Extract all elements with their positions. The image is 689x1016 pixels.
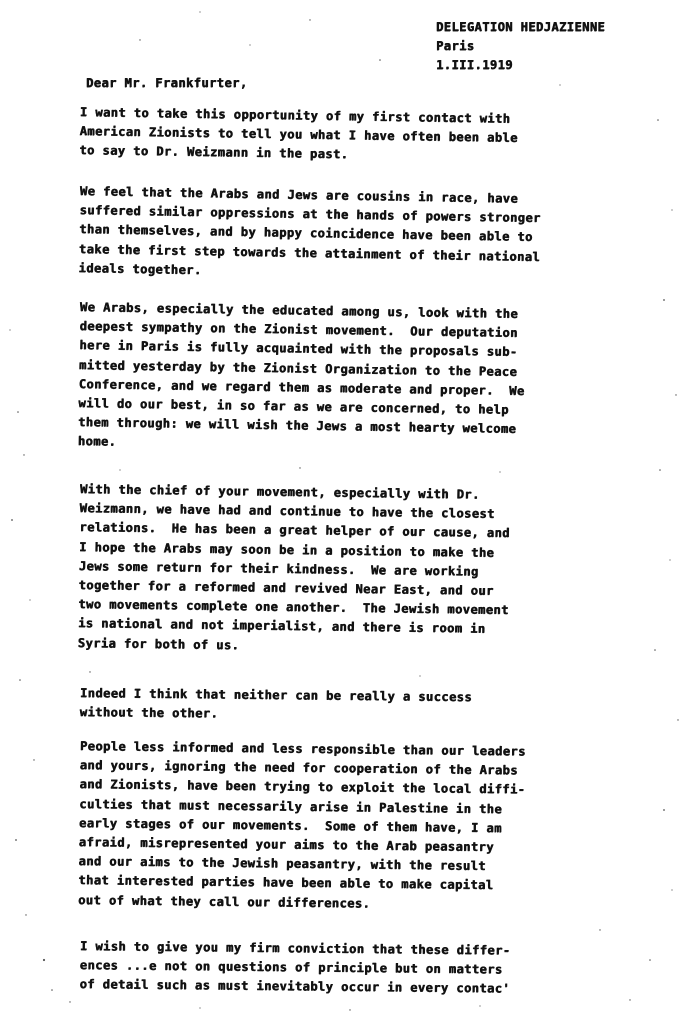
paragraph-sympathy bbox=[78, 298, 670, 461]
text-line: and yours, ignoring the need for cooperation of the Arabs bbox=[79, 758, 518, 778]
text-line: We feel that the Arabs and Jews are cousins in race, have bbox=[79, 183, 519, 206]
delegation-name: DELEGATION HEDJAZIENNE bbox=[436, 20, 606, 34]
text-line: without the other. bbox=[79, 705, 219, 721]
text-line: relations. He has been a great helper of our cause, and bbox=[79, 520, 510, 541]
paragraph-differences bbox=[78, 737, 670, 917]
text-line: People less informed and less responsible than our leaders bbox=[79, 738, 526, 759]
text-line: Conference, and we regard them as moderate and proper. We bbox=[78, 376, 525, 398]
paragraph-success bbox=[80, 684, 670, 729]
text-line: of detail such as must inevitably occur in every contac' bbox=[79, 977, 511, 996]
letterhead bbox=[436, 18, 605, 75]
text-line: I hope the Arabs may soon be in a position to make the bbox=[78, 539, 495, 560]
text-line: two movements complete one another. The Jewish movement bbox=[78, 597, 509, 618]
text-line: I want to take this opportunity of my first contact with bbox=[79, 104, 511, 126]
letter-date: 1.III.1919 bbox=[436, 58, 513, 72]
text-line: is national and not imperialist, and there is room in bbox=[77, 616, 486, 637]
text-line: deepest sympathy on the Zionist movement. Our deputation bbox=[79, 319, 518, 341]
text-line: ideals together. bbox=[78, 260, 202, 277]
text-line: ences ...e not on questions of principle but on matters bbox=[79, 958, 503, 977]
text-line: With the chief of your movement, especially with Dr. bbox=[79, 481, 480, 502]
text-line: suffered similar oppressions at the hands of powers stronger bbox=[79, 203, 541, 226]
text-line: I wish to give you my firm conviction that these differ- bbox=[79, 938, 511, 958]
text-line: We Arabs, especially the educated among us, look with the bbox=[79, 299, 519, 321]
text-line: Weizmann, we have had and continue to have the closest bbox=[79, 501, 495, 521]
salutation: Dear Mr. Frankfurter, bbox=[86, 76, 248, 90]
text-line: Syria for both of us. bbox=[77, 635, 240, 652]
letter-city: Paris bbox=[436, 39, 475, 53]
text-line: than themselves, and by happy coincidence have been able to bbox=[79, 222, 533, 245]
text-line: them through: we will wish the Jews a most hearty welcome bbox=[77, 415, 517, 437]
text-line: American Zionists to tell you what I have often been able bbox=[79, 124, 518, 146]
paragraph-cousins bbox=[78, 182, 670, 288]
text-line: home. bbox=[77, 434, 117, 450]
text-line: and our aims to the Jewish peasantry, with the result bbox=[78, 854, 486, 874]
paragraph-weizmann bbox=[78, 480, 670, 661]
text-line: here in Paris is fully acquainted with the proposals sub- bbox=[79, 338, 518, 360]
text-line: will do our best, in so far as we are concerned, to help bbox=[78, 396, 509, 417]
text-line: that interested parties have been able to make capital bbox=[78, 873, 494, 893]
text-line: to say to Dr. Weizmann in the past. bbox=[79, 143, 349, 162]
text-line: Jews some return for their kindness. We are working bbox=[78, 558, 479, 579]
text-line: together for a reformed and revived Near East, and our bbox=[78, 578, 494, 598]
text-line: and Zionists, have been trying to exploit the local diffi- bbox=[79, 777, 526, 797]
text-line: out of what they call our differences. bbox=[77, 892, 371, 911]
paragraph-opportunity bbox=[79, 103, 670, 170]
text-line: take the first step towards the attainment of their national bbox=[78, 241, 541, 264]
text-line: mitted yesterday by the Zionist Organization to the Peace bbox=[78, 357, 518, 379]
text-line: culties that must necessarily arise in Palestine in the bbox=[79, 796, 503, 816]
text-line: early stages of our movements. Some of them have, I am bbox=[78, 815, 502, 835]
paragraph-conviction bbox=[79, 937, 670, 1001]
text-line: Indeed I think that neither can be really a success bbox=[79, 685, 473, 705]
text-line: afraid, misrepresented your aims to the Arab peasantry bbox=[78, 835, 494, 855]
